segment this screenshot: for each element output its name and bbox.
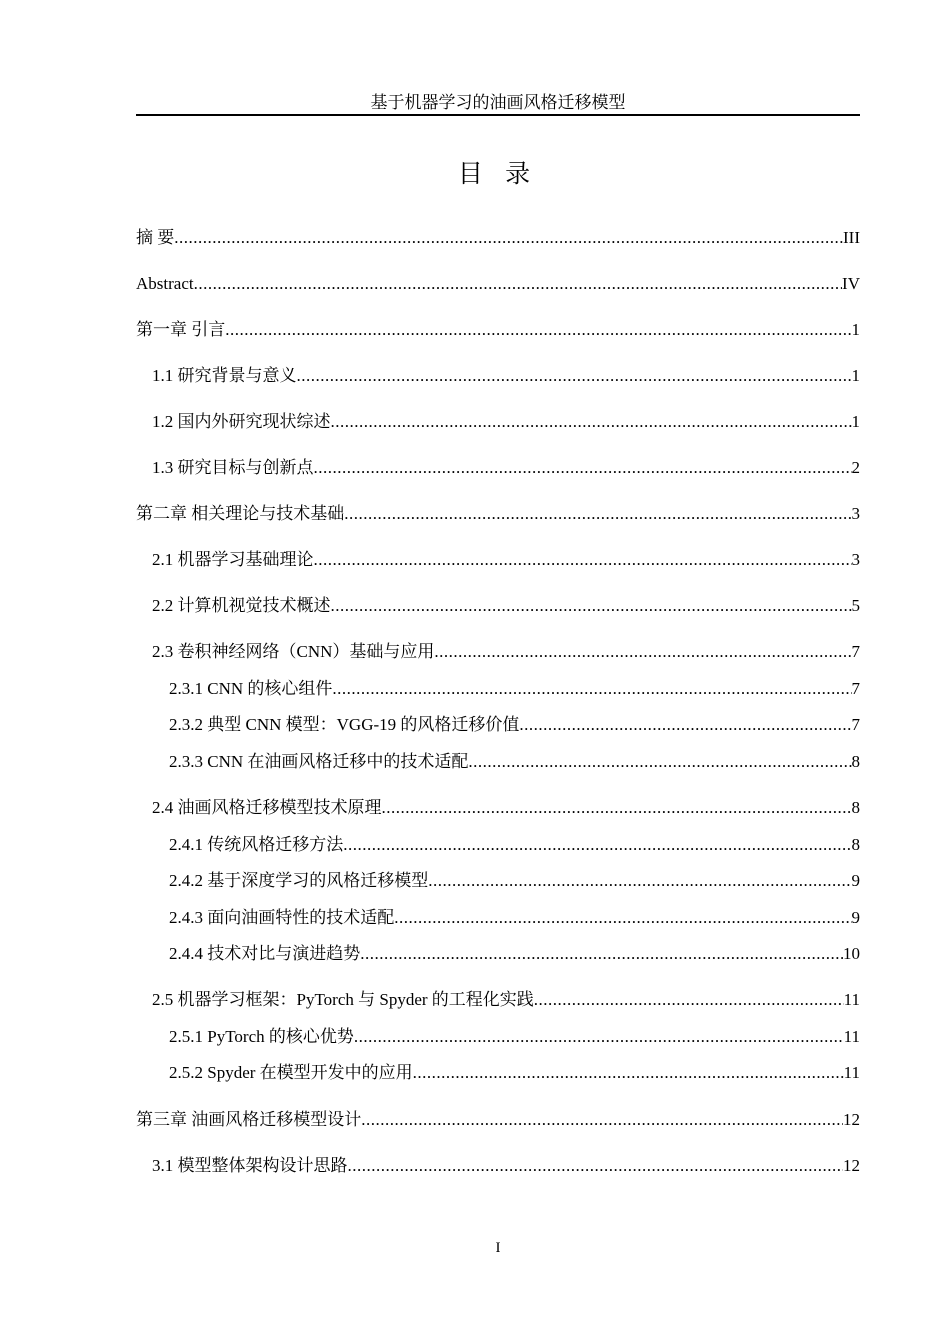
toc-entry-label: 2.3.1 CNN 的核心组件 xyxy=(169,679,333,698)
toc-entry-page: 5 xyxy=(851,596,860,615)
toc-entry-2-3-3[interactable] xyxy=(169,750,860,774)
toc-dot-leader xyxy=(331,594,852,618)
toc-entry-label: 1.1 研究背景与意义 xyxy=(152,366,297,385)
toc-entry-2-2[interactable] xyxy=(152,594,860,618)
toc-entry-label: Abstract xyxy=(136,274,194,293)
toc-entry-chapter-3[interactable] xyxy=(136,1108,860,1132)
toc-entry-2-4-4[interactable] xyxy=(169,942,860,966)
toc-title: 目 录 xyxy=(457,161,539,188)
toc-entry-page: 11 xyxy=(843,1063,860,1082)
toc-entry-label: 摘 要 xyxy=(136,228,175,247)
toc-dot-leader xyxy=(382,796,852,820)
toc-entry-label: 2.4.2 基于深度学习的风格迁移模型 xyxy=(169,871,429,890)
toc-entry-2-3-2[interactable] xyxy=(169,713,860,737)
toc-entry-2-5-2[interactable] xyxy=(169,1061,860,1085)
toc-entry-label: 2.5.1 PyTorch 的核心优势 xyxy=(169,1027,354,1046)
toc-entry-page: 1 xyxy=(851,320,860,339)
toc-entry-chapter-2[interactable] xyxy=(136,502,860,526)
toc-entry-label: 第一章 引言 xyxy=(136,320,226,339)
toc-entry-page: 2 xyxy=(851,458,860,477)
toc-dot-leader xyxy=(413,1061,844,1085)
toc-entry-abstract-cn[interactable] xyxy=(136,226,860,250)
toc-dot-leader xyxy=(361,1108,843,1132)
toc-dot-leader xyxy=(394,906,851,930)
toc-dot-leader xyxy=(332,677,851,701)
toc-entry-1-3[interactable] xyxy=(152,456,860,480)
toc-dot-leader xyxy=(434,640,851,664)
toc-entry-page: 1 xyxy=(851,366,860,385)
toc-entry-page: 9 xyxy=(851,871,860,890)
toc-entry-label: 2.5 机器学习框架：PyTorch 与 Spyder 的工程化实践 xyxy=(152,990,534,1009)
toc-dot-leader xyxy=(348,1154,844,1178)
toc-entry-1-2[interactable] xyxy=(152,410,860,434)
toc-entry-page: 3 xyxy=(851,550,860,569)
toc-entry-label: 2.4.3 面向油画特性的技术适配 xyxy=(169,908,395,927)
page-number: I xyxy=(495,1240,501,1256)
toc-entry-page: 11 xyxy=(843,1027,860,1046)
toc-entry-label: 2.3 卷积神经网络（CNN）基础与应用 xyxy=(152,642,435,661)
toc-entry-page: 8 xyxy=(851,835,860,854)
toc-entry-page: 3 xyxy=(851,504,860,523)
toc-entry-label: 2.4 油画风格迁移模型技术原理 xyxy=(152,798,382,817)
toc-entry-label: 第三章 油画风格迁移模型设计 xyxy=(136,1110,362,1129)
toc-entry-label: 2.3.3 CNN 在油画风格迁移中的技术适配 xyxy=(169,752,469,771)
toc-dot-leader xyxy=(468,750,851,774)
toc-dot-leader xyxy=(360,942,843,966)
toc-dot-leader xyxy=(343,833,851,857)
toc-entry-label: 3.1 模型整体架构设计思路 xyxy=(152,1156,348,1175)
toc-entry-2-4-2[interactable] xyxy=(169,869,860,893)
toc-dot-leader xyxy=(354,1025,844,1049)
toc-entry-chapter-1[interactable] xyxy=(136,318,860,342)
toc-entry-page: 7 xyxy=(851,679,860,698)
toc-entry-page: 7 xyxy=(851,715,860,734)
toc-dot-leader xyxy=(331,410,852,434)
toc-dot-leader xyxy=(297,364,852,388)
toc-entry-2-5-1[interactable] xyxy=(169,1025,860,1049)
toc-dot-leader xyxy=(314,456,852,480)
toc-entry-2-1[interactable] xyxy=(152,548,860,572)
toc-entry-label: 1.3 研究目标与创新点 xyxy=(152,458,314,477)
toc-entry-2-4-1[interactable] xyxy=(169,833,860,857)
header-rule xyxy=(136,114,860,116)
toc-dot-leader xyxy=(174,226,843,250)
toc-entry-abstract-en[interactable] xyxy=(136,272,860,296)
toc-entry-page: 11 xyxy=(843,990,860,1009)
running-header: 基于机器学习的油画风格迁移模型 xyxy=(370,93,626,112)
toc-entry-page: 8 xyxy=(851,752,860,771)
toc-dot-leader xyxy=(519,713,851,737)
toc-dot-leader xyxy=(314,548,852,572)
toc-entry-page: III xyxy=(843,228,860,247)
toc-dot-leader xyxy=(534,988,844,1012)
toc-entry-2-3[interactable] xyxy=(152,640,860,664)
toc-entry-page: 12 xyxy=(843,1110,860,1129)
toc-entry-page: 8 xyxy=(851,798,860,817)
toc-entry-page: IV xyxy=(842,274,860,293)
toc-entry-2-4-3[interactable] xyxy=(169,906,860,930)
toc-dot-leader xyxy=(428,869,851,893)
toc-entry-page: 7 xyxy=(851,642,860,661)
toc-entry-page: 1 xyxy=(851,412,860,431)
toc-entry-page: 10 xyxy=(843,944,860,963)
toc-entry-1-1[interactable] xyxy=(152,364,860,388)
toc-entry-label: 2.3.2 典型 CNN 模型：VGG-19 的风格迁移价值 xyxy=(169,715,520,734)
toc-entry-page: 12 xyxy=(843,1156,860,1175)
toc-entry-label: 2.4.1 传统风格迁移方法 xyxy=(169,835,344,854)
toc-entry-3-1[interactable] xyxy=(152,1154,860,1178)
toc-dot-leader xyxy=(344,502,851,526)
toc-entry-2-4[interactable] xyxy=(152,796,860,820)
toc-entry-page: 9 xyxy=(851,908,860,927)
toc-entry-label: 第二章 相关理论与技术基础 xyxy=(136,504,345,523)
toc-entry-label: 2.2 计算机视觉技术概述 xyxy=(152,596,331,615)
toc-entry-2-3-1[interactable] xyxy=(169,677,860,701)
toc-entry-label: 2.4.4 技术对比与演进趋势 xyxy=(169,944,361,963)
toc-dot-leader xyxy=(194,272,842,296)
toc-entry-label: 1.2 国内外研究现状综述 xyxy=(152,412,331,431)
toc-entry-label: 2.1 机器学习基础理论 xyxy=(152,550,314,569)
toc-entry-label: 2.5.2 Spyder 在模型开发中的应用 xyxy=(169,1063,413,1082)
toc-dot-leader xyxy=(225,318,851,342)
toc-entry-2-5[interactable] xyxy=(152,988,860,1012)
